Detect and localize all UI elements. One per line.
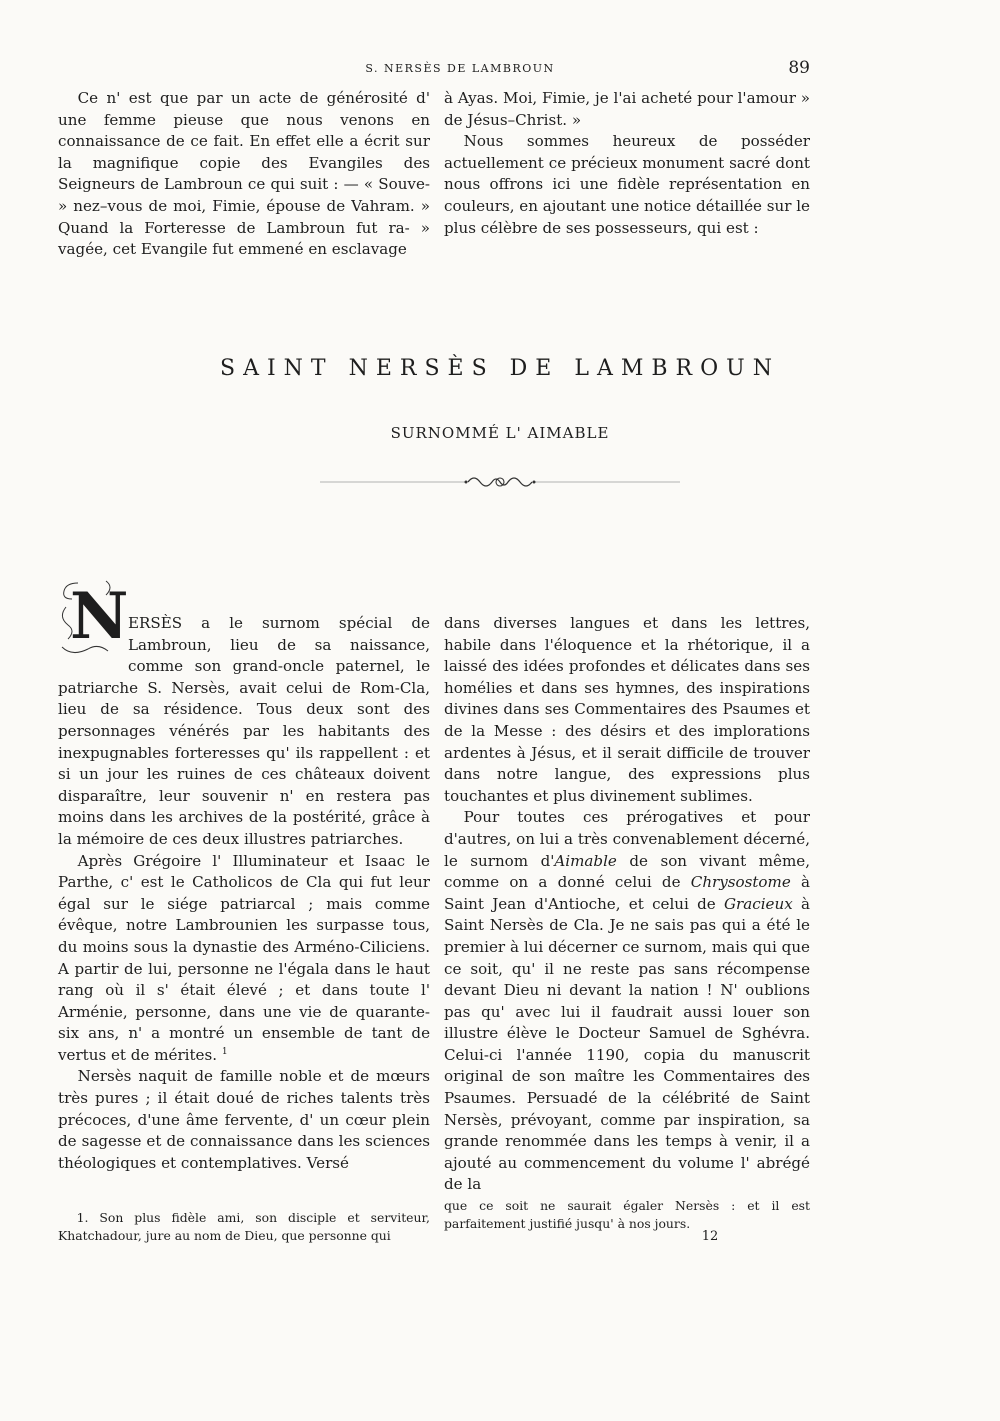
body-text: Pour toutes ces prérogatives et pour d'autres, on lui a très convenablement décerné, le surnom d' — [444, 808, 810, 870]
ornament-divider — [300, 470, 700, 494]
body-text: à Saint Nersès de Cla. Je ne sais pas qui a été le premier à lui décerner ce surnom, mais qui que ce soit, qu' il ne reste pas sans récompense devant Dieu ni devant la nation ! N' oublions pas qu' avec lui il faudrait aussi louer son illustre élève le Docteur Samuel de Sghévra. Celui-ci l'année 1190, copia du manuscrit original de son maître les Commentaires des Psaumes. Persuadé de la célébrité de Saint Nersès, prévoyant, comme par inspiration, sa grande renommée dans les temps à venir, il a ajouté au commencement du volume l' abrégé de la — [444, 894, 810, 1194]
body-column-right — [444, 613, 810, 1196]
emphasis: Chrysostome — [690, 873, 791, 892]
body-paragraph-2 — [58, 851, 430, 1067]
intro-paragraph: Ce n' est que par un acte de générosité d' une femme pieuse que nous venons en connaissance de ce fait. En effet elle a écrit sur la magnifique copie des Evangiles des Seigneurs de Lambroun ce qui suit : — « Souve- » nez–vous de moi, Fimie, épouse de Vahram. » Quand la Forteresse de Lambroun fut ra- » vagée, cet Evangile fut emmené en esclavage — [58, 89, 430, 259]
emphasis: Aimable — [554, 851, 617, 870]
body-text: ERSÈS a le surnom spécial de Lambroun, lieu de sa naissance, comme son grand-oncle paternel, le patriarche S. Nersès, avait celui de Rom-Cla, lieu de sa résidence. Tous deux sont des personnages vénérés par les habitants des inexpugnables forteresses qu' ils rappellent : et si un jour les ruines de ces châteaux doivent disparaître, leur souvenir n' en restera pas moins dans les archives de la postérité, grâce à la mémoire de ces deux illustres patriarches. — [58, 614, 430, 848]
footnote-right — [444, 1197, 810, 1233]
chapter-subtitle: SURNOMMÉ L' AIMABLE — [390, 424, 610, 442]
body-text: de son vivant même, comme on a donné celui de — [444, 851, 810, 892]
chapter-title: SAINT NERSÈS DE LAMBROUN — [220, 356, 780, 381]
intro-paragraph: Nous sommes heureux de posséder actuellement ce précieux monument sacré dont nous offrons ici une fidèle représentation en couleurs, en ajoutant une notice détaillée sur le plus célèbre de ses possesseurs, qui est : — [444, 132, 810, 237]
signature-mark: 12 — [701, 1229, 719, 1244]
body-column-left — [58, 579, 430, 1174]
intro-column-left — [58, 88, 430, 261]
emphasis: Gracieux — [723, 894, 793, 913]
body-paragraph-1 — [58, 579, 430, 851]
page-number: 89 — [788, 58, 810, 78]
intro-paragraph-continued: à Ayas. Moi, Fimie, je l'ai acheté pour l'amour » de Jésus–Christ. » — [444, 89, 810, 129]
footnote-text: que ce soit ne saurait égaler Nersès : et il est parfaitement justifié jusqu' à nos jours. — [444, 1198, 810, 1231]
body-paragraph-4 — [444, 807, 810, 1196]
footnote-ref: 1 — [221, 1046, 228, 1057]
running-head: S. NERSÈS DE LAMBROUN — [365, 62, 555, 75]
intro-column-right — [444, 88, 810, 239]
dropcap-letter: N — [70, 579, 129, 654]
footnote-text: 1. Son plus fidèle ami, son disciple et serviteur, Khatchadour, jure au nom de Dieu, que personne qui — [58, 1210, 430, 1243]
body-text: Après Grégoire l' Illuminateur et Isaac le Parthe, c' est le Catholicos de Cla qui fut leur égal sur le siége patriarcal ; mais comme évêque, notre Lambrounien les surpasse tous, du moins sous la dynastie des Arméno-Ciliciens. A partir de lui, personne ne l'égala dans le haut rang où il s' était élevé ; et dans toute l' Arménie, personne, dans une vie de quarante-six ans, n' a montré un ensemble de tant de vertus et de mérites. — [58, 851, 430, 1064]
dropcap — [56, 577, 129, 661]
footnote-left — [58, 1209, 430, 1245]
body-text: à Saint Jean d'Antioche, et celui de — [444, 873, 810, 913]
body-paragraph-3: Nersès naquit de famille noble et de mœurs très pures ; il était doué de riches talents très précoces, d'une âme fervente, d' un cœur plein de sagesse et de connaissance dans les sciences théologiques et contemplatives. Versé — [58, 1067, 430, 1172]
body-paragraph-continued: dans diverses langues et dans les lettres, habile dans l'éloquence et la rhétorique, il a laissé des idées profondes et délicates dans ses homélies et dans ses hymnes, des inspirations divines dans ses Commentaires des Psaumes et de la Messe : des désirs et des implorations ardentes à Jésus, et il serait difficile de trouver dans notre langue, des expressions plus touchantes et plus divinement sublimes. — [444, 614, 810, 805]
